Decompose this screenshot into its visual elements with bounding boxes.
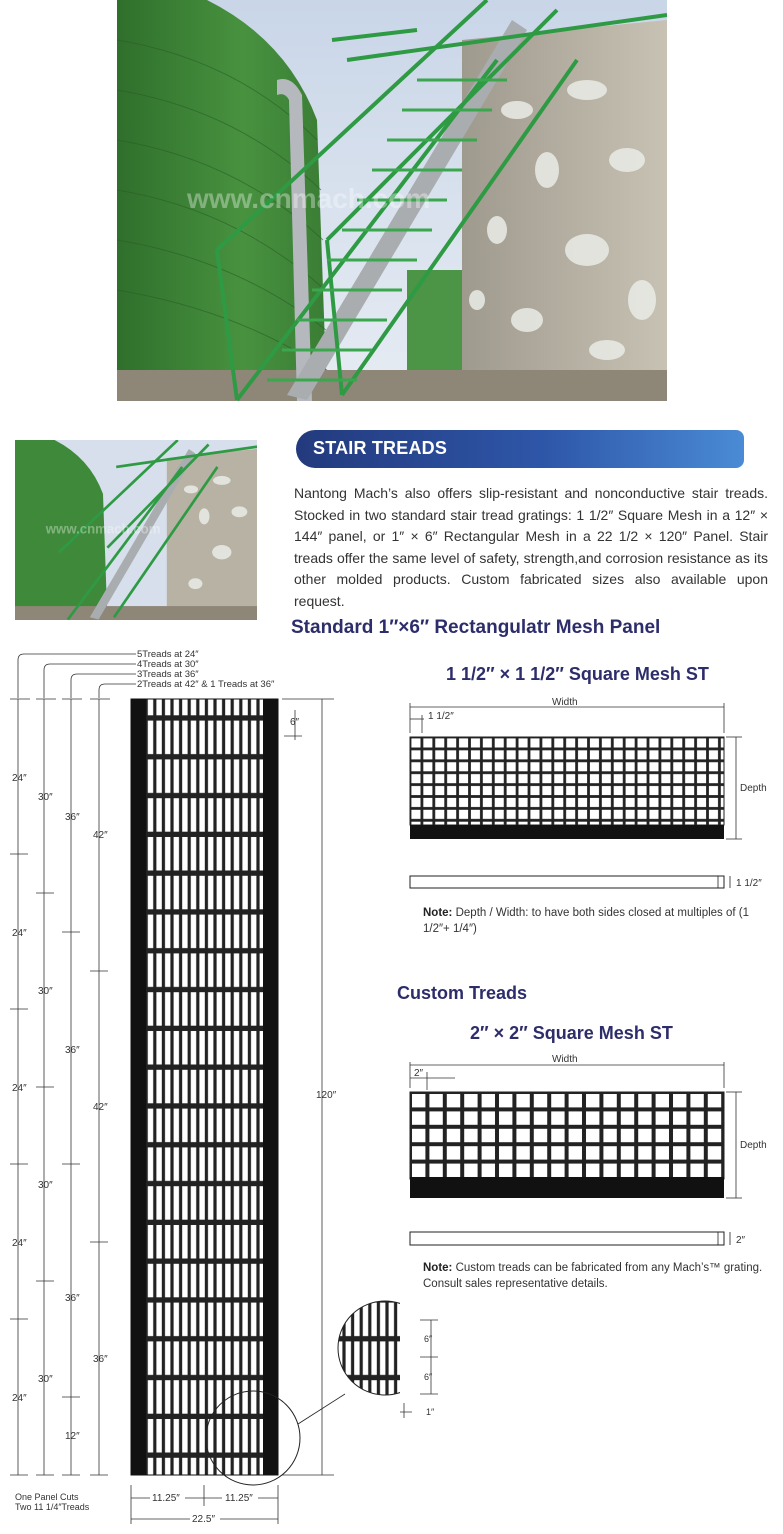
dim-22-5: 22.5″ — [192, 1514, 216, 1525]
thumbnail-photo-stair-tank — [15, 440, 257, 620]
sq2-thickness-label: 2″ — [736, 1235, 746, 1246]
dim-11-25-right: 11.25″ — [225, 1493, 253, 1504]
dim-42-a: 42″ — [93, 830, 108, 841]
detail-dim-1: 1″ — [426, 1407, 435, 1417]
dim-30-b: 30″ — [38, 986, 53, 997]
sq2-mesh-label: 2″ — [414, 1068, 424, 1079]
dim-6-top: 6″ — [290, 717, 300, 728]
dim-12: 12″ — [65, 1431, 80, 1442]
dim-30-a: 30″ — [38, 792, 53, 803]
hero-photo-stair-tank — [117, 0, 667, 401]
sq15-depth-label: Depth — [740, 783, 767, 794]
note2-label: Note: — [423, 1262, 453, 1274]
dim-24-e: 24″ — [12, 1393, 27, 1404]
footnote-line2: Two 11 1/4″Treads — [15, 1502, 90, 1512]
dim-24-b: 24″ — [12, 928, 27, 939]
dim-24-c: 24″ — [12, 1083, 27, 1094]
dim-30-c: 30″ — [38, 1180, 53, 1191]
heading-custom-treads: Custom Treads — [397, 983, 528, 1003]
callout-5-treads: 5Treads at 24″ — [137, 649, 199, 660]
dim-30-d: 30″ — [38, 1374, 53, 1385]
rectangular-panel-diagram — [0, 640, 400, 1534]
dim-11-25-left: 11.25″ — [152, 1493, 180, 1504]
dim-120: 120″ — [316, 1090, 337, 1101]
callout-3-treads: 3Treads at 36″ — [137, 669, 199, 680]
sq2-width-label: Width — [552, 1054, 578, 1065]
footnote-line1: One Panel Cuts — [15, 1492, 79, 1502]
dim-24-d: 24″ — [12, 1238, 27, 1249]
note-square-mesh — [423, 905, 763, 937]
sq2-depth-label: Depth — [740, 1140, 767, 1151]
hero-watermark: www.cnmach.com — [187, 183, 431, 214]
intro-paragraph: Nantong Mach’s also offers slip-resistant and nonconductive stair treads. Stocked in two standard stair tread gratings: 1 1/2″ Square Mesh in a 12″ × 144″ panel, or 1″ × 6″ Rectangular Mesh in a 22 1/2 × 120″ Panel. Stair treads offer the same level of safety, strength,and corrosion resistance as its other molded products. Custom fabricated sizes also available upon request. — [294, 485, 768, 609]
sq15-thickness-label: 1 1/2″ — [736, 878, 762, 889]
dim-36-d: 36″ — [93, 1354, 108, 1365]
banner-title: STAIR TREADS — [313, 438, 448, 458]
heading-standard-panel: Standard 1″×6″ Rectangulatr Mesh Panel — [291, 617, 661, 638]
note-custom-treads — [423, 1260, 763, 1292]
callout-4-treads: 4Treads at 30″ — [137, 659, 199, 670]
detail-dimensions — [400, 1300, 460, 1430]
dim-36-c: 36″ — [65, 1293, 80, 1304]
detail-dim-6-b: 6″ — [424, 1372, 433, 1382]
dim-36-b: 36″ — [65, 1045, 80, 1056]
note2-text: Custom treads can be fabricated from any Mach’s™ grating. Consult sales representative details. — [423, 1262, 763, 1290]
dim-24-a: 24″ — [12, 773, 27, 784]
heading-square-mesh-2: 2″ × 2″ Square Mesh ST — [470, 1023, 673, 1043]
callout-2-treads: 2Treads at 42″ & 1 Treads at 36″ — [137, 679, 275, 690]
sq15-width-label: Width — [552, 697, 578, 708]
square-mesh-1-5-diagram — [400, 693, 783, 893]
detail-dim-6-a: 6″ — [424, 1334, 433, 1344]
dim-36-a: 36″ — [65, 812, 80, 823]
note1-label: Note: — [423, 907, 453, 919]
thumb-watermark: www.cnmach.com — [45, 521, 161, 537]
square-mesh-2-diagram — [400, 1050, 783, 1250]
note1-text: Depth / Width: to have both sides closed at multiples of (1 1/2″+ 1/4″) — [423, 907, 749, 935]
heading-square-mesh-1-5: 1 1/2″ × 1 1/2″ Square Mesh ST — [446, 664, 709, 684]
sq15-mesh-label: 1 1/2″ — [428, 711, 454, 722]
dim-42-b: 42″ — [93, 1102, 108, 1113]
